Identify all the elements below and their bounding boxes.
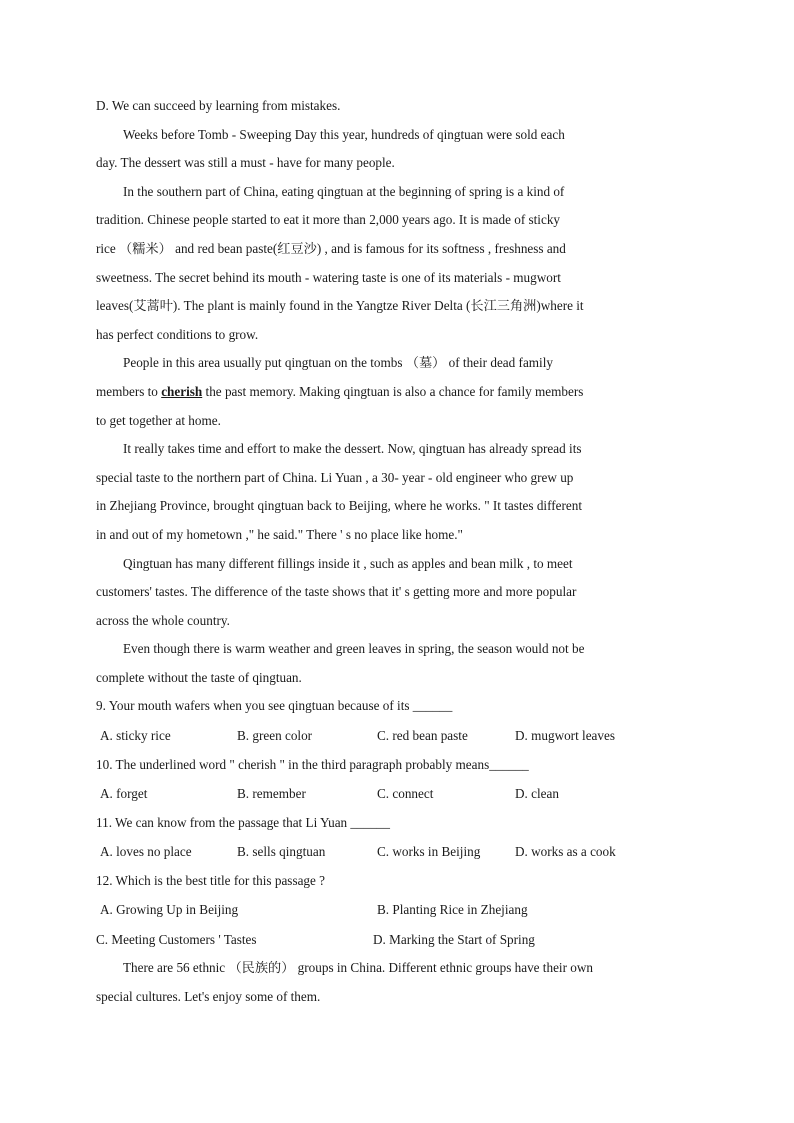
- question-12: [96, 867, 698, 955]
- answer-options-row-2: [96, 925, 698, 955]
- option-b: B. green color: [237, 728, 313, 744]
- next-passage-intro: [96, 954, 698, 1011]
- passage-paragraph-4: [96, 435, 698, 549]
- text-line: Even though there is warm weather and green leaves in spring, the season would not be: [123, 641, 585, 657]
- option-d: D. clean: [515, 786, 559, 802]
- text-line: customers' tastes. The difference of the taste shows that it' s getting more and more popular: [96, 584, 577, 600]
- passage-paragraph-3: [96, 349, 698, 435]
- question-stem: 12. Which is the best title for this passage ?: [96, 872, 326, 888]
- option-d: D. mugwort leaves: [515, 728, 615, 744]
- option-c: C. Meeting Customers ' Tastes: [96, 931, 257, 947]
- passage-paragraph-5: [96, 550, 698, 636]
- option-a: A. sticky rice: [100, 728, 171, 744]
- option-d: D. Marking the Start of Spring: [373, 931, 535, 947]
- text-line: [96, 378, 698, 407]
- text-line: across the whole country.: [96, 612, 230, 628]
- option-d: D. works as a cook: [515, 844, 616, 860]
- answer-options: [96, 721, 698, 751]
- text-line: has perfect conditions to grow.: [96, 326, 259, 342]
- text-line: In the southern part of China, eating qingtuan at the beginning of spring is a kind of: [123, 183, 565, 199]
- answer-options-row-1: [96, 895, 698, 925]
- option-b: B. sells qingtuan: [237, 844, 326, 860]
- passage-paragraph-1: [96, 121, 698, 178]
- text-line: to get together at home.: [96, 412, 221, 428]
- text-line: It really takes time and effort to make the dessert. Now, qingtuan has already spread its: [123, 441, 582, 457]
- text-line: in and out of my hometown ," he said." There ' s no place like home.": [96, 526, 463, 542]
- answer-options: [96, 779, 698, 809]
- question-9: [96, 692, 698, 750]
- text-line: tradition. Chinese people started to eat it more than 2,000 years ago. It is made of sticky: [96, 212, 561, 228]
- text-line: special cultures. Let's enjoy some of them.: [96, 988, 321, 1004]
- option-a: A. Growing Up in Beijing: [100, 902, 239, 918]
- option-d-previous-question: D. We can succeed by learning from mistakes.: [96, 98, 341, 113]
- underlined-word-cherish: cherish: [161, 383, 203, 399]
- option-c: C. connect: [377, 786, 434, 802]
- passage-paragraph-2: [96, 178, 698, 350]
- text-line: rice （糯米） and red bean paste(红豆沙) , and is famous for its softness , freshness and: [96, 240, 566, 256]
- question-11: [96, 809, 698, 867]
- text-line: complete without the taste of qingtuan.: [96, 669, 302, 685]
- text-line: People in this area usually put qingtuan on the tombs （墓） of their dead family: [123, 355, 553, 371]
- question-stem: 11. We can know from the passage that Li Yuan ______: [96, 814, 390, 830]
- text-line: sweetness. The secret behind its mouth - watering taste is one of its materials - mugwort: [96, 269, 561, 285]
- text-line: in Zhejiang Province, brought qingtuan back to Beijing, where he works. " It tastes different: [96, 498, 582, 514]
- text-fragment: members to: [96, 383, 162, 399]
- option-c: C. red bean paste: [377, 728, 468, 744]
- text-line: special taste to the northern part of China. Li Yuan , a 30- year - old engineer who grew up: [96, 469, 574, 485]
- text-fragment: the past memory. Making qingtuan is also a chance for family members: [202, 383, 584, 399]
- option-b: B. remember: [237, 786, 306, 802]
- answer-options: [96, 837, 698, 867]
- document-page: [96, 92, 698, 1012]
- passage-paragraph-6: [96, 635, 698, 692]
- text-line: Weeks before Tomb - Sweeping Day this year, hundreds of qingtuan were sold each: [123, 126, 565, 142]
- text-line: day. The dessert was still a must - have for many people.: [96, 155, 395, 171]
- option-a: A. loves no place: [100, 844, 192, 860]
- text-line: Qingtuan has many different fillings inside it , such as apples and bean milk , to meet: [123, 555, 573, 571]
- option-a: A. forget: [100, 786, 148, 802]
- text-line: There are 56 ethnic （民族的） groups in China. Different ethnic groups have their own: [123, 960, 593, 976]
- text-line: leaves(艾蒿叶). The plant is mainly found in the Yangtze River Delta (长江三角洲)where it: [96, 298, 584, 314]
- option-b: B. Planting Rice in Zhejiang: [377, 902, 528, 918]
- question-stem: 9. Your mouth wafers when you see qingtuan because of its ______: [96, 698, 453, 714]
- option-c: C. works in Beijing: [377, 844, 481, 860]
- question-stem: 10. The underlined word " cherish " in the third paragraph probably means______: [96, 756, 529, 772]
- question-10: [96, 751, 698, 809]
